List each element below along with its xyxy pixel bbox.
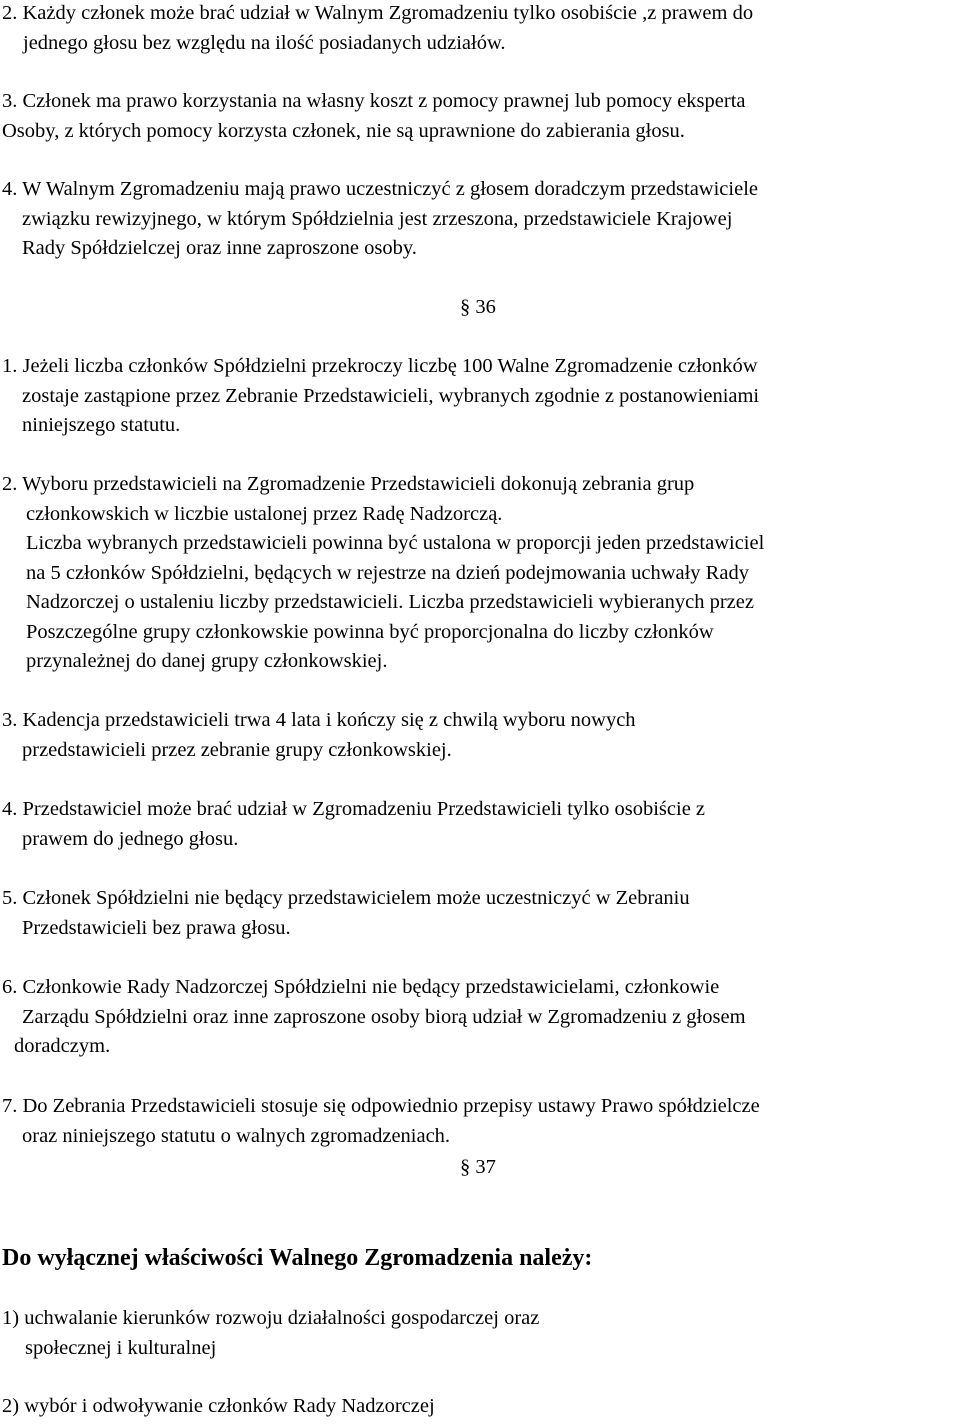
list-item-2	[2, 1392, 435, 1422]
text-line: oraz niniejszego statutu o walnych zgromadzeniach.	[22, 1124, 451, 1147]
text-line: 3. Członek ma prawo korzystania na własny koszt z pomocy prawnej lub pomocy eksperta	[2, 90, 746, 112]
text-line: prawem do jednego głosu.	[22, 827, 239, 850]
text-line: Zarządu Spółdzielni oraz inne zaproszone osoby biorą udział w Zgromadzeniu z głosem	[22, 1005, 746, 1028]
text-line: 5. Członek Spółdzielni nie będący przedstawicielem może uczestniczyć w Zebraniu	[2, 887, 690, 909]
text-line: niniejszego statutu.	[22, 414, 181, 436]
text-line: Nadzorczej o ustaleniu liczby przedstawicieli. Liczba przedstawicieli wybieranych przez	[26, 591, 754, 613]
text-line: jednego głosu bez względu na ilość posiadanych udziałów.	[23, 31, 506, 54]
text-line: 4. W Walnym Zgromadzeniu mają prawo uczestniczyć z głosem doradczym przedstawiciele	[2, 178, 758, 200]
text-line: związku rewizyjnego, w którym Spółdzielnia jest zrzeszona, przedstawiciele Krajowej	[22, 207, 733, 230]
text-line: Liczba wybranych przedstawicieli powinna być ustalona w proporcji jeden przedstawiciel	[26, 532, 765, 554]
text-line: społecznej i kulturalnej	[25, 1336, 217, 1359]
text-line: doradczym.	[14, 1035, 111, 1057]
text-line: 6. Członkowie Rady Nadzorczej Spółdzielni nie będący przedstawicielami, członkowie	[2, 976, 720, 998]
text-line: 4. Przedstawiciel może brać udział w Zgromadzeniu Przedstawicieli tylko osobiście z	[2, 798, 706, 820]
paragraph-36-5	[2, 884, 690, 943]
text-line: przynależnej do danej grupy członkowskiej.	[26, 650, 388, 672]
text-line: zostaje zastąpione przez Zebranie Przedstawicieli, wybranych zgodnie z postanowieniami	[22, 384, 760, 407]
text-line: przedstawicieli przez zebranie grupy członkowskiej.	[22, 738, 452, 761]
paragraph-3-prev	[2, 87, 746, 146]
text-line: Osoby, z których pomocy korzysta członek, nie są uprawnione do zabierania głosu.	[2, 119, 685, 142]
list-item-1	[2, 1304, 539, 1363]
text-line: 1. Jeżeli liczba członków Spółdzielni przekroczy liczbę 100 Walne Zgromadzenie członków	[2, 355, 758, 377]
paragraph-36-3	[2, 706, 636, 765]
paragraph-2-prev	[2, 0, 753, 58]
text-line: 1) uchwalanie kierunków rozwoju działalności gospodarczej oraz	[2, 1307, 540, 1329]
paragraph-36-6	[2, 973, 746, 1062]
section-label-37: § 37	[460, 1156, 496, 1178]
text-line: 2. Wyboru przedstawicieli na Zgromadzenie Przedstawicieli dokonują zebrania grup	[2, 473, 695, 495]
paragraph-36-7	[2, 1092, 760, 1151]
paragraph-36-2	[2, 470, 764, 677]
text-line: Przedstawicieli bez prawa głosu.	[22, 916, 291, 939]
text-line: 2) wybór i odwoływanie członków Rady Nadzorczej	[2, 1395, 435, 1417]
text-line: 2. Każdy członek może brać udział w Walnym Zgromadzeniu tylko osobiście ,z prawem do	[2, 2, 754, 24]
text-line: 3. Kadencja przedstawicieli trwa 4 lata i kończy się z chwilą wyboru nowych	[2, 709, 636, 731]
text-line: członkowskich w liczbie ustalonej przez Radę Nadzorczą.	[26, 502, 503, 525]
paragraph-4-prev	[2, 175, 758, 264]
paragraph-36-4	[2, 795, 705, 854]
text-line: Poszczególne grupy członkowskie powinna być proporcjonalna do liczby członków	[26, 620, 714, 643]
text-line: 7. Do Zebrania Przedstawicieli stosuje się odpowiednio przepisy ustawy Prawo spółdzielcze	[2, 1095, 760, 1117]
text-line: Rady Spółdzielczej oraz inne zaproszone osoby.	[22, 237, 417, 259]
paragraph-36-1	[2, 352, 759, 441]
section-37-heading: Do wyłącznej właściwości Walnego Zgromadzenia należy:	[2, 1245, 593, 1271]
section-label-36: § 36	[460, 296, 496, 318]
text-line: na 5 członków Spółdzielni, będących w rejestrze na dzień podejmowania uchwały Rady	[26, 561, 749, 584]
